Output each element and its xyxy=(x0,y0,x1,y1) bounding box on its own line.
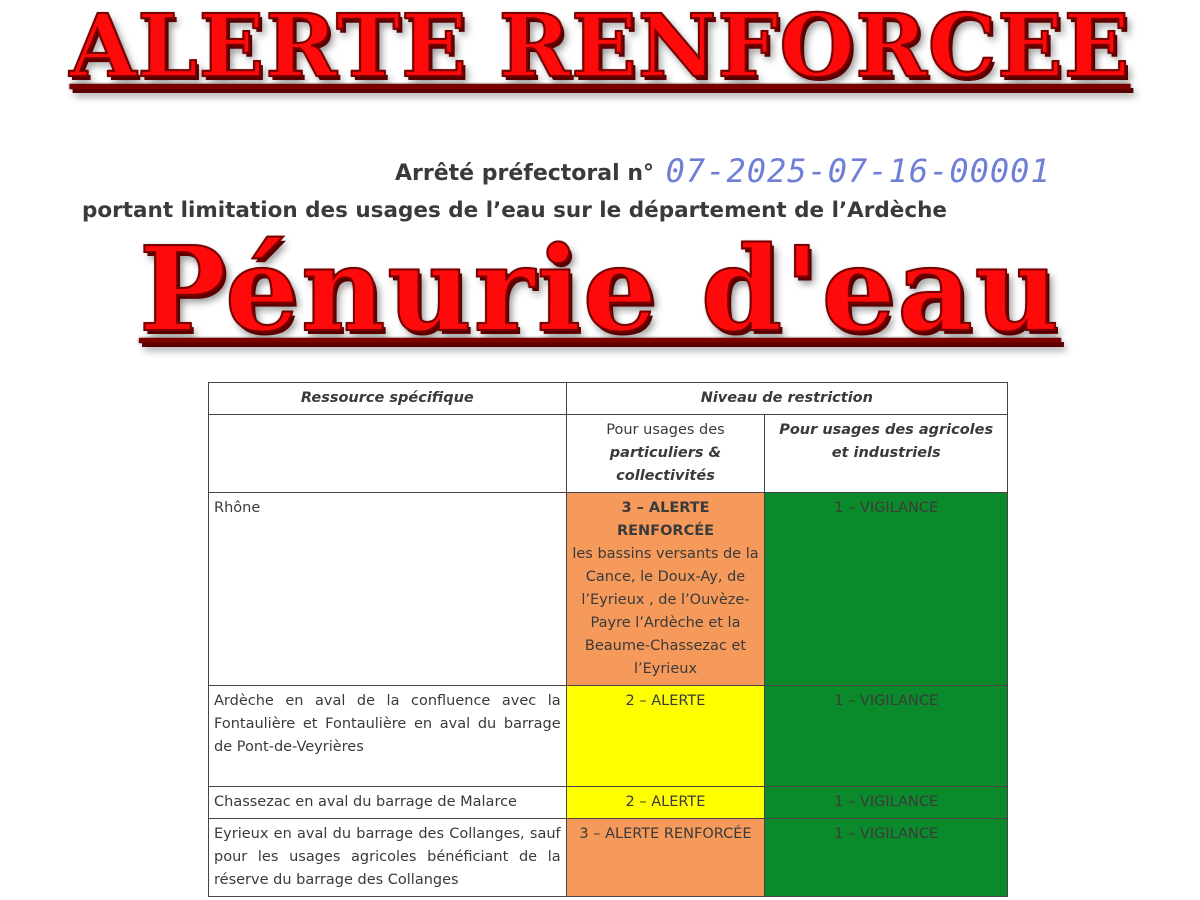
shortage-banner-title: Pénurie d'eau xyxy=(139,222,1061,358)
subheader-particuliers-bold: particuliers & collectivités xyxy=(609,445,722,484)
arrete-number-handwritten: 07-2025-07-16-00001 xyxy=(665,152,1051,190)
header-resource: Ressource spécifique xyxy=(209,383,567,415)
arrete-label: Arrêté préfectoral n° xyxy=(395,161,654,186)
resource-cell: Eyrieux en aval du barrage des Collanges, sauf pour les usages agricoles bénéficiant de la réserve du barrage des Collanges xyxy=(209,819,567,897)
particuliers-detail: les bassins versants de la Cance, le Doux-Ay, de l’Eyrieux , de l’Ouvèze-Payre l’Ardèche et la Beaume-Chassezac et l’Eyrieux xyxy=(572,546,759,677)
particuliers-level: 3 – ALERTE RENFORCÉE xyxy=(616,500,715,539)
agricoles-level-cell: 1 – VIGILANCE xyxy=(765,819,1008,897)
resource-cell: Chassezac en aval du barrage de Malarce xyxy=(209,787,567,819)
header-restriction-level: Niveau de restriction xyxy=(566,383,1007,415)
table-subheader-row xyxy=(209,415,1008,493)
arrete-subject: portant limitation des usages de l’eau sur le département de l’Ardèche xyxy=(82,198,947,223)
resource-cell: Rhône xyxy=(209,493,567,686)
restriction-table xyxy=(208,382,1008,897)
table-row xyxy=(209,787,1008,819)
subheader-empty xyxy=(209,415,567,493)
table-header-row xyxy=(209,383,1008,415)
subheader-agricoles xyxy=(765,415,1008,493)
table-row xyxy=(209,686,1008,787)
resource-cell: Ardèche en aval de la confluence avec la Fontaulière et Fontaulière en aval du barrage de Pont-de-Veyrières xyxy=(209,686,567,787)
table-row xyxy=(209,493,1008,686)
particuliers-level-cell xyxy=(566,493,765,686)
subheader-particuliers xyxy=(566,415,765,493)
particuliers-level-cell: 2 – ALERTE xyxy=(566,686,765,787)
particuliers-level-cell: 3 – ALERTE RENFORCÉE xyxy=(566,819,765,897)
particuliers-level-cell: 2 – ALERTE xyxy=(566,787,765,819)
arrete-reference xyxy=(395,152,1051,190)
alert-banner-title: ALERTE RENFORCEE xyxy=(69,0,1131,97)
subheader-particuliers-prefix: Pour usages des xyxy=(606,422,725,438)
subheader-agricoles-text: Pour usages des agricoles et industriels xyxy=(779,422,994,461)
agricoles-level-cell: 1 – VIGILANCE xyxy=(765,686,1008,787)
agricoles-level-cell: 1 – VIGILANCE xyxy=(765,787,1008,819)
table-row xyxy=(209,819,1008,897)
agricoles-level-cell: 1 – VIGILANCE xyxy=(765,493,1008,686)
